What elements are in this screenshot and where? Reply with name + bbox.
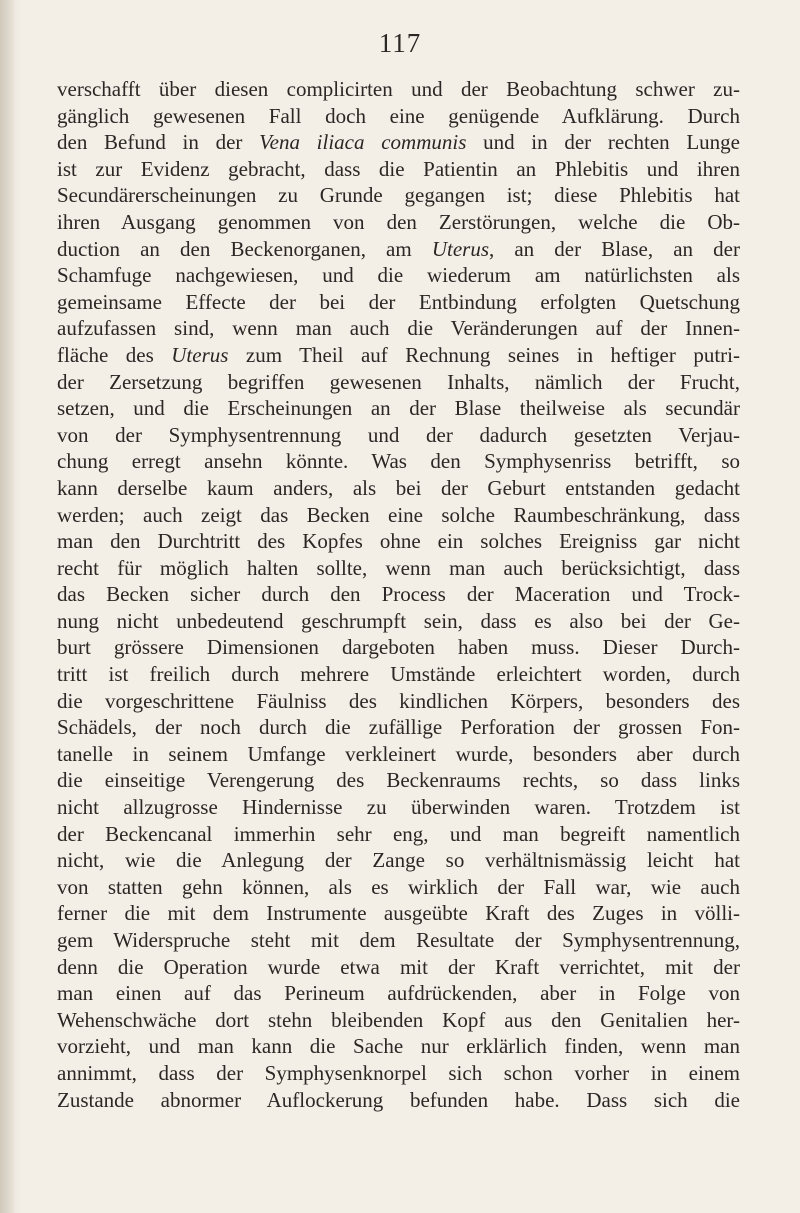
text-line bbox=[57, 767, 740, 794]
text-segment: und in der rechten Lunge bbox=[466, 130, 741, 155]
text-line bbox=[57, 555, 740, 582]
text-segment: Schamfuge nachgewiesen, und die wiederum am natürlichsten als bbox=[57, 263, 740, 288]
text-line bbox=[57, 688, 740, 715]
text-line bbox=[57, 342, 740, 369]
text-segment: zum Theil auf Rechnung seines in heftiger putri- bbox=[228, 342, 740, 367]
text-segment: burt grössere Dimensionen dargeboten haben muss. Dieser Durch- bbox=[57, 635, 740, 660]
page-number: 117 bbox=[378, 28, 422, 58]
text-line bbox=[57, 502, 740, 529]
text-line bbox=[57, 289, 740, 316]
text-line bbox=[57, 475, 740, 502]
text-segment: von der Symphysentrennung und der dadurch gesetzten Verjau- bbox=[57, 422, 740, 447]
text-line bbox=[57, 395, 740, 422]
page-gutter-shadow bbox=[0, 0, 14, 1213]
text-segment: Schädels, der noch durch die zufällige Perforation der grossen Fon- bbox=[57, 715, 740, 740]
text-line bbox=[57, 1060, 740, 1087]
text-segment: kann derselbe kaum anders, als bei der Geburt entstanden gedacht bbox=[57, 475, 740, 500]
text-segment: ihren Ausgang genommen von den Zerstörungen, welche die Ob- bbox=[57, 209, 740, 234]
text-line bbox=[57, 129, 740, 156]
text-segment: werden; auch zeigt das Becken eine solche Raumbeschränkung, dass bbox=[57, 502, 740, 527]
text-segment: Secundärerscheinungen zu Grunde gegangen ist; diese Phlebitis hat bbox=[57, 183, 740, 208]
text-segment: den Befund in der bbox=[57, 130, 260, 155]
text-line bbox=[57, 76, 740, 103]
italic-term: Vena iliaca communis bbox=[259, 130, 467, 155]
text-line bbox=[57, 821, 740, 848]
text-segment: , an der Blase, an der bbox=[489, 236, 740, 261]
text-segment: tritt ist freilich durch mehrere Umstände erleichtert worden, durch bbox=[57, 662, 740, 687]
text-line bbox=[57, 528, 740, 555]
text-segment: das Becken sicher durch den Process der Maceration und Trock- bbox=[57, 582, 740, 607]
text-segment: ist zur Evidenz gebracht, dass die Patientin an Phlebitis und ihren bbox=[57, 156, 740, 181]
text-line bbox=[57, 794, 740, 821]
text-line bbox=[57, 661, 740, 688]
text-segment: nung nicht unbedeutend geschrumpft sein, dass es also bei der Ge- bbox=[57, 608, 740, 633]
text-segment: der Beckencanal immerhin sehr eng, und man begreift namentlich bbox=[57, 821, 740, 846]
text-line bbox=[57, 847, 740, 874]
text-segment: aufzufassen sind, wenn man auch die Veränderungen auf der Innen- bbox=[57, 316, 740, 341]
text-segment: vorzieht, und man kann die Sache nur erklärlich finden, wenn man bbox=[57, 1034, 740, 1059]
text-line bbox=[57, 980, 740, 1007]
text-segment: gem Widerspruche steht mit dem Resultate der Symphysentrennung, bbox=[57, 928, 740, 952]
text-line bbox=[57, 156, 740, 183]
text-line bbox=[57, 236, 740, 263]
text-segment: duction an den Beckenorganen, am bbox=[57, 236, 432, 261]
text-line bbox=[57, 209, 740, 236]
text-segment: von statten gehn können, als es wirklich der Fall war, wie auch bbox=[57, 874, 740, 899]
text-line bbox=[57, 1033, 740, 1060]
text-segment: die einseitige Verengerung des Beckenraums rechts, so dass links bbox=[57, 768, 740, 793]
text-line bbox=[57, 608, 740, 635]
text-line bbox=[57, 634, 740, 661]
text-line bbox=[57, 927, 740, 954]
text-line bbox=[57, 1087, 740, 1114]
text-segment: annimmt, dass der Symphysenknorpel sich schon vorher in einem bbox=[57, 1060, 740, 1085]
text-segment: recht für möglich halten sollte, wenn man auch berücksichtigt, dass bbox=[57, 555, 740, 580]
text-line bbox=[57, 741, 740, 768]
text-segment: der Zersetzung begriffen gewesenen Inhalts, nämlich der Frucht, bbox=[57, 369, 740, 394]
text-segment: tanelle in seinem Umfange verkleinert wurde, besonders aber durch bbox=[57, 741, 740, 766]
text-segment: man einen auf das Perineum aufdrückenden, aber in Folge von bbox=[57, 981, 740, 1006]
text-segment: Zustande abnormer Auflockerung befunden habe. Dass sich die bbox=[57, 1087, 740, 1112]
text-segment: man den Durchtritt des Kopfes ohne ein solches Ereigniss gar nicht bbox=[57, 529, 740, 554]
text-line bbox=[57, 422, 740, 449]
text-segment: nicht, wie die Anlegung der Zange so verhältnismässig leicht hat bbox=[57, 848, 740, 873]
text-line bbox=[57, 714, 740, 741]
text-line bbox=[57, 874, 740, 901]
text-segment: fläche des bbox=[57, 342, 172, 367]
text-line bbox=[57, 900, 740, 927]
text-line bbox=[57, 182, 740, 209]
italic-term: Uterus bbox=[171, 342, 229, 367]
text-segment: gemeinsame Effecte der bei der Entbindung erfolgten Quetschung bbox=[57, 289, 740, 314]
text-segment: verschafft über diesen complicirten und der Beobachtung schwer zu- bbox=[57, 77, 740, 101]
text-segment: gänglich gewesenen Fall doch eine genügende Aufklärung. Durch bbox=[57, 103, 740, 128]
text-line bbox=[57, 103, 740, 130]
text-line bbox=[57, 1007, 740, 1034]
text-segment: nicht allzugrosse Hindernisse zu überwinden waren. Trotzdem ist bbox=[57, 795, 740, 820]
body-text bbox=[57, 76, 740, 1113]
text-line bbox=[57, 369, 740, 396]
text-segment: die vorgeschrittene Fäulniss des kindlichen Körpers, besonders des bbox=[57, 688, 740, 713]
text-line bbox=[57, 448, 740, 475]
text-segment: denn die Operation wurde etwa mit der Kraft verrichtet, mit der bbox=[57, 954, 740, 979]
text-line bbox=[57, 581, 740, 608]
italic-term: Uterus bbox=[431, 236, 489, 261]
text-segment: Wehenschwäche dort stehn bleibenden Kopf aus den Genitalien her- bbox=[57, 1007, 740, 1032]
text-segment: ferner die mit dem Instrumente ausgeübte Kraft des Zuges in völli- bbox=[57, 901, 740, 926]
text-line bbox=[57, 315, 740, 342]
text-line bbox=[57, 262, 740, 289]
text-segment: chung erregt ansehn könnte. Was den Symphysenriss betrifft, so bbox=[57, 449, 740, 474]
text-segment: setzen, und die Erscheinungen an der Blase theilweise als secundär bbox=[57, 396, 740, 421]
text-line bbox=[57, 954, 740, 981]
